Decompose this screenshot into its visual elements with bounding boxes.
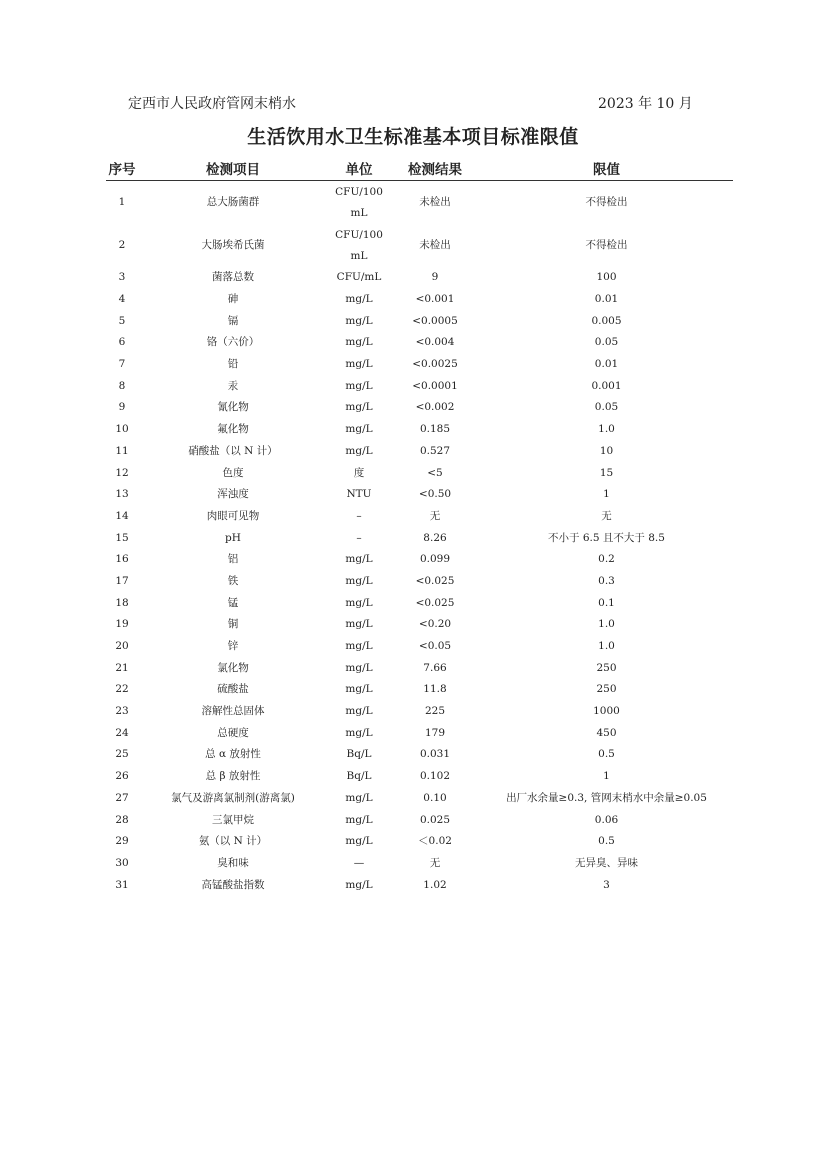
row-limit: 15: [599, 466, 614, 479]
row-no: 27: [115, 791, 129, 804]
row-result: 179: [424, 726, 446, 739]
table-row: [106, 332, 733, 354]
table-row: [106, 267, 733, 289]
row-unit: –: [356, 531, 362, 544]
table-row: [106, 441, 733, 463]
table-row: [106, 224, 733, 267]
row-unit: mg/L: [345, 618, 373, 631]
row-item: 汞: [227, 379, 239, 392]
row-item: 砷: [227, 293, 239, 306]
row-no: 28: [115, 813, 129, 826]
row-item: 铬（六价）: [206, 336, 260, 349]
row-result: 未检出: [419, 196, 451, 208]
row-no: 30: [115, 856, 129, 869]
table-row: [106, 788, 733, 810]
row-limit: 250: [596, 661, 617, 674]
row-no: 9: [118, 401, 126, 414]
table-row: [106, 397, 733, 419]
row-limit: 0.01: [594, 293, 619, 306]
row-unit: mg/L: [345, 314, 373, 327]
row-no: 18: [115, 596, 129, 609]
row-result: 无: [429, 509, 441, 522]
table-row: [106, 874, 733, 896]
row-no: 6: [118, 336, 126, 349]
document-title: 生活饮用水卫生标准基本项目标准限值: [247, 126, 579, 148]
table-row: [106, 766, 733, 788]
row-result: 0.099: [419, 553, 451, 566]
row-no: 21: [115, 661, 129, 674]
row-limit: 3: [603, 878, 610, 891]
row-unit: CFU/mL: [336, 271, 382, 284]
table-row: [106, 549, 733, 571]
row-result: 0.031: [419, 748, 451, 761]
row-unit: mg/L: [345, 878, 373, 891]
row-limit: 0.3: [598, 574, 615, 587]
row-item: 锰: [227, 596, 239, 609]
row-item: 三氯甲烷: [212, 813, 254, 826]
row-item: 浑浊度: [217, 488, 249, 501]
header-result: 检测结果: [390, 156, 480, 181]
row-unit: mg/L: [345, 336, 373, 349]
row-limit: 0.06: [594, 813, 619, 826]
table-row: [106, 636, 733, 658]
table-row: [106, 809, 733, 831]
row-unit: mg/L: [345, 835, 373, 848]
row-result: 7.66: [423, 661, 447, 674]
row-item: 铁: [227, 574, 239, 587]
row-no: 23: [115, 705, 129, 718]
row-no: 16: [115, 553, 129, 566]
row-result: 9: [431, 271, 439, 284]
row-unit: mg/L: [345, 705, 373, 718]
row-limit: 0.001: [591, 379, 622, 392]
row-unit: CFU/100mL: [335, 228, 383, 262]
table-row: [106, 506, 733, 528]
table-row: [106, 354, 733, 376]
row-item: 总硬度: [217, 726, 249, 739]
table-header-row: [106, 156, 733, 181]
row-result: <0.025: [415, 596, 455, 609]
row-item: 铝: [227, 553, 239, 566]
row-no: 17: [115, 574, 129, 587]
row-unit: CFU/100mL: [335, 185, 383, 219]
row-no: 2: [118, 239, 126, 251]
table-row: [106, 527, 733, 549]
row-result: 0.10: [423, 791, 447, 804]
row-item: 氟化物: [217, 423, 249, 436]
row-item: 氯化物: [217, 661, 249, 674]
row-result: <0.05: [418, 640, 452, 653]
row-result: <0.20: [418, 618, 452, 631]
table-row: [106, 831, 733, 853]
row-no: 22: [115, 683, 129, 696]
row-item: 总大肠菌群: [206, 196, 260, 208]
row-result: 0.102: [419, 770, 451, 783]
row-no: 24: [115, 726, 129, 739]
table-row: [106, 310, 733, 332]
row-result: <0.001: [415, 293, 455, 306]
row-result: <0.50: [418, 488, 452, 501]
row-limit: 450: [596, 726, 617, 739]
row-unit: mg/L: [345, 813, 373, 826]
row-limit: 1.0: [598, 618, 615, 631]
row-result: <0.0025: [412, 358, 458, 371]
row-limit: 0.2: [598, 553, 615, 566]
standards-table: [106, 156, 733, 896]
row-result: <0.025: [415, 574, 455, 587]
row-result: 未检出: [419, 239, 451, 251]
row-no: 14: [115, 509, 129, 522]
row-result: 8.26: [423, 531, 447, 544]
row-no: 10: [115, 423, 129, 436]
row-limit: 100: [596, 271, 617, 284]
row-unit: mg/L: [345, 640, 373, 653]
row-unit: mg/L: [345, 423, 373, 436]
row-result: 无: [429, 856, 441, 869]
row-unit: mg/L: [345, 596, 373, 609]
row-unit: —: [353, 856, 365, 869]
row-no: 29: [115, 835, 129, 848]
row-unit: mg/L: [345, 358, 373, 371]
row-no: 5: [118, 314, 126, 327]
row-item: 色度: [222, 466, 244, 479]
row-item: 镉: [227, 314, 239, 327]
table-row: [106, 744, 733, 766]
table-row: [106, 722, 733, 744]
table-row: [106, 853, 733, 875]
row-limit: 250: [596, 683, 617, 696]
table-row: [106, 592, 733, 614]
row-result: <0.0001: [412, 379, 458, 392]
row-no: 4: [118, 293, 126, 306]
row-limit: 10: [599, 444, 614, 457]
row-result: 0.025: [419, 813, 451, 826]
row-no: 15: [115, 531, 129, 544]
table-row: [106, 462, 733, 484]
table-body: [106, 181, 733, 896]
row-limit: 1.0: [598, 423, 615, 436]
header-unit: 单位: [328, 156, 390, 181]
row-item: 氨（以 N 计）: [198, 835, 268, 848]
row-unit: –: [356, 509, 362, 522]
row-limit: 1.0: [598, 640, 615, 653]
row-result: 0.527: [419, 444, 451, 457]
row-unit: mg/L: [345, 401, 373, 414]
row-unit: mg/L: [345, 293, 373, 306]
row-limit: 0.5: [598, 748, 615, 761]
row-unit: Bq/L: [346, 770, 372, 783]
row-item: 大肠埃希氏菌: [201, 239, 265, 251]
row-item: 总 α 放射性: [205, 748, 261, 761]
table-row: [106, 289, 733, 311]
row-unit: mg/L: [345, 661, 373, 674]
row-item: 高锰酸盐指数: [201, 878, 265, 891]
row-limit: 1000: [593, 705, 620, 718]
row-no: 12: [115, 466, 129, 479]
row-result: 1.02: [423, 878, 447, 891]
row-no: 8: [118, 379, 126, 392]
header-no: 序号: [106, 156, 138, 181]
row-no: 19: [115, 618, 129, 631]
table-row: [106, 484, 733, 506]
row-limit: 无: [601, 509, 612, 522]
row-item: 硝酸盐（以 N 计）: [188, 444, 278, 457]
row-result: 0.185: [419, 423, 451, 436]
row-item: 肉眼可见物: [206, 509, 260, 522]
row-unit: mg/L: [345, 379, 373, 392]
row-limit: 0.5: [598, 835, 615, 848]
row-limit: 0.1: [598, 596, 615, 609]
row-no: 25: [115, 748, 129, 761]
row-result: 11.8: [423, 683, 447, 696]
row-unit: mg/L: [345, 726, 373, 739]
row-unit: Bq/L: [346, 748, 372, 761]
row-limit: 不得检出: [585, 239, 628, 251]
row-limit: 1: [603, 770, 610, 783]
table-row: [106, 614, 733, 636]
row-no: 11: [115, 444, 129, 457]
row-unit: mg/L: [345, 683, 373, 696]
row-no: 13: [115, 488, 129, 501]
row-result: ＜0.02: [418, 835, 452, 848]
row-limit: 0.01: [594, 358, 619, 371]
row-limit: 无异臭、异味: [575, 856, 638, 869]
table-row: [106, 375, 733, 397]
row-no: 7: [118, 358, 126, 371]
table-row: [106, 181, 733, 225]
table-row: [106, 419, 733, 441]
row-item: 菌落总数: [212, 271, 254, 284]
row-result: <0.0005: [412, 314, 458, 327]
row-no: 20: [115, 640, 129, 653]
row-limit: 1: [603, 488, 610, 501]
row-item: 总 β 放射性: [205, 770, 261, 783]
row-limit: 0.05: [594, 401, 619, 414]
row-no: 3: [118, 271, 126, 284]
table-row: [106, 679, 733, 701]
organization-name: 定西市人民政府管网末梢水: [128, 96, 296, 112]
row-item: 氯气及游离氯制剂(游离氯): [171, 791, 295, 804]
table-row: [106, 571, 733, 593]
row-item: 溶解性总固体: [201, 705, 265, 718]
row-limit: 不得检出: [585, 196, 628, 208]
row-unit: mg/L: [345, 791, 373, 804]
row-result: <0.004: [415, 336, 455, 349]
row-item: 硫酸盐: [217, 683, 249, 696]
row-limit: 出厂水余量≥0.3, 管网末梢水中余量≥0.05: [506, 791, 707, 804]
row-limit: 0.005: [591, 314, 622, 327]
header-limit: 限值: [480, 156, 733, 181]
row-unit: mg/L: [345, 553, 373, 566]
row-unit: 度: [353, 466, 365, 479]
report-date: 2023 年 10 月: [598, 96, 693, 112]
row-limit: 0.05: [594, 336, 619, 349]
row-item: pH: [225, 531, 241, 544]
row-no: 1: [118, 196, 126, 208]
row-no: 31: [115, 878, 129, 891]
row-unit: mg/L: [345, 574, 373, 587]
row-item: 锌: [227, 640, 239, 653]
row-item: 铅: [227, 358, 239, 371]
header-item: 检测项目: [138, 156, 328, 181]
row-result: <5: [427, 466, 443, 479]
row-item: 臭和味: [217, 856, 249, 869]
row-no: 26: [115, 770, 129, 783]
row-result: <0.002: [415, 401, 455, 414]
table-row: [106, 701, 733, 723]
row-result: 225: [424, 705, 446, 718]
row-item: 铜: [227, 618, 239, 631]
row-item: 氰化物: [217, 401, 249, 414]
row-limit: 不小于 6.5 且不大于 8.5: [548, 531, 665, 544]
table-row: [106, 657, 733, 679]
row-unit: NTU: [346, 488, 372, 501]
row-unit: mg/L: [345, 444, 373, 457]
